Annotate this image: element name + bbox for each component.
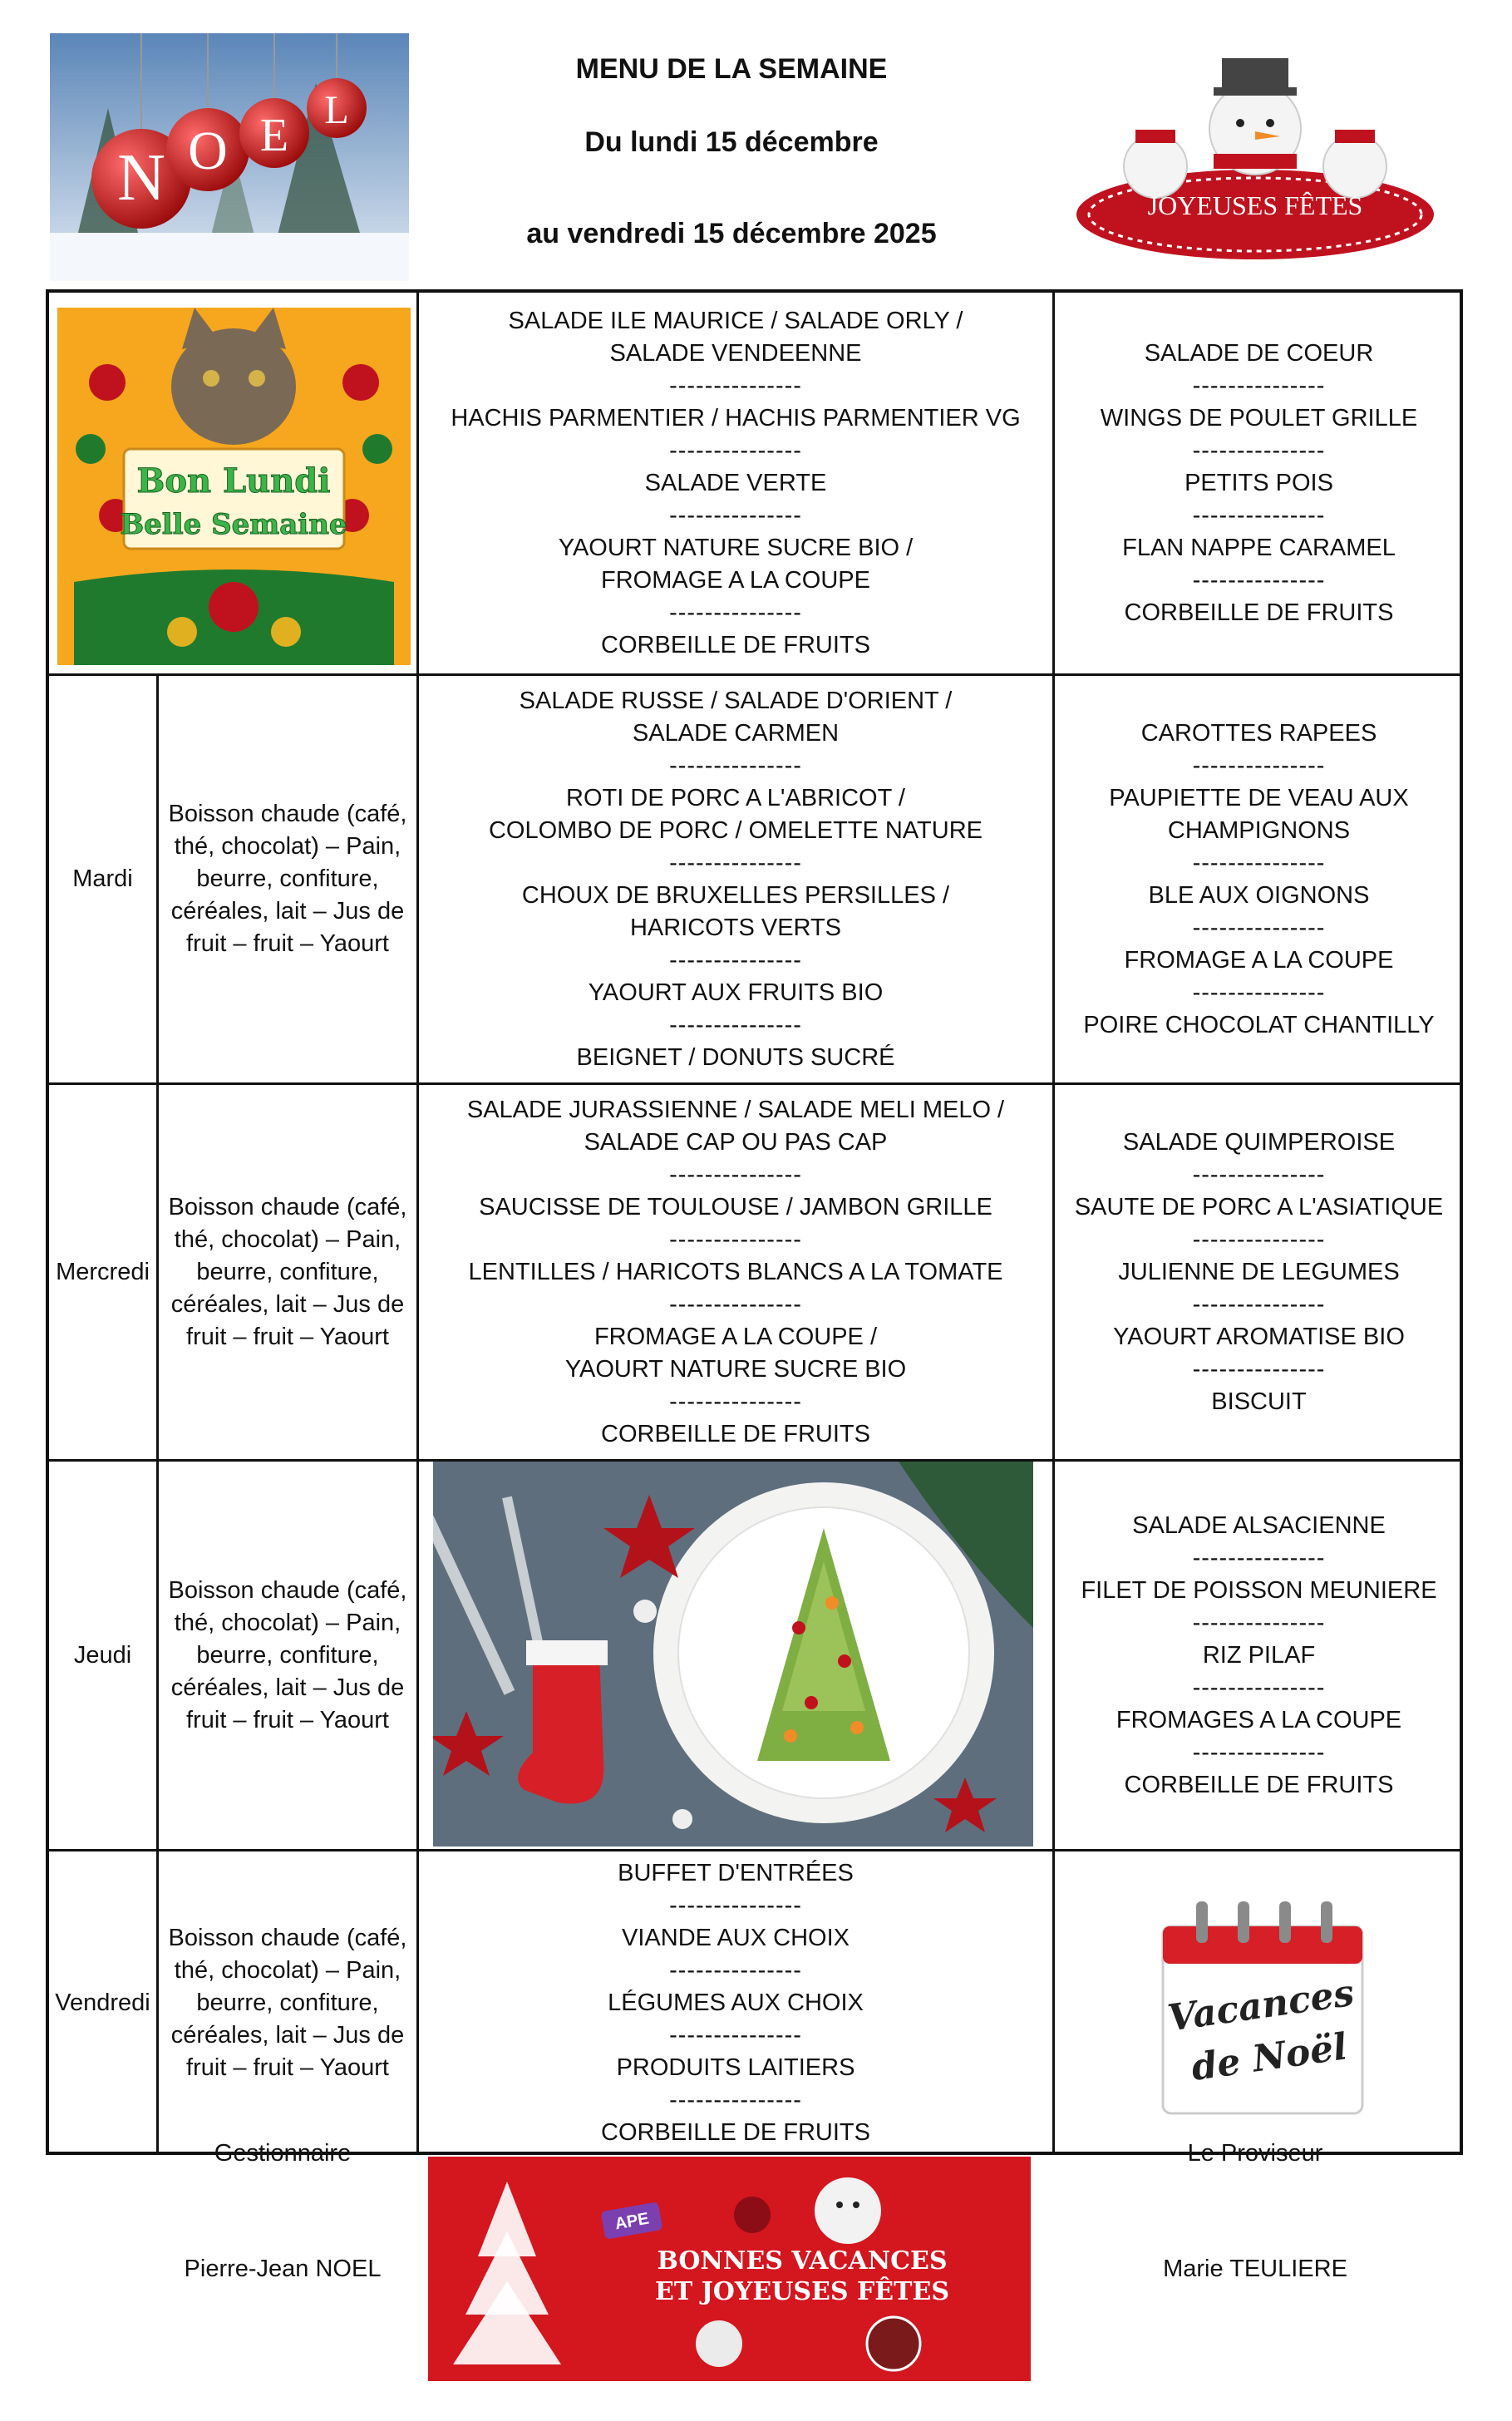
bonnes-vacances-banner <box>428 2157 1031 2381</box>
proviseur-role: Le Proviseur <box>1187 2140 1323 2167</box>
menu-item: SALADE RUSSE / SALADE D'ORIENT / SALADE CARMEN <box>519 687 953 747</box>
menu-item: SAUTE DE PORC A L'ASIATIQUE <box>1074 1193 1444 1220</box>
separator: --------------- <box>1192 436 1326 464</box>
separator: --------------- <box>669 849 802 876</box>
separator: --------------- <box>669 436 802 464</box>
separator: --------------- <box>1192 501 1326 529</box>
page-title: MENU DE LA SEMAINE <box>575 53 888 85</box>
dinner-lundi <box>1055 293 1463 673</box>
breakfast-mercredi: Boisson chaude (café, thé, chocolat) – Pain, beurre, confiture, céréales, lait – Jus de fruit – fruit – Yaourt <box>168 1193 407 1350</box>
menu-item: YAOURT AUX FRUITS BIO <box>588 979 884 1006</box>
menu-item: BEIGNET / DONUTS SUCRÉ <box>576 1043 895 1071</box>
dinner-mardi <box>1055 676 1463 1082</box>
banner-line2: ET JOYEUSES FÊTES <box>654 2277 950 2306</box>
menu-table <box>46 289 1463 2155</box>
day-mardi: Mardi <box>72 865 133 892</box>
menu-item: YAOURT NATURE SUCRE BIO / FROMAGE A LA COUPE <box>558 534 914 594</box>
lunch-vendredi <box>419 1851 1052 2155</box>
menu-item: CORBEILLE DE FRUITS <box>1124 599 1394 626</box>
menu-item: CORBEILLE DE FRUITS <box>1124 1771 1394 1798</box>
menu-item: SALADE ILE MAURICE / SALADE ORLY / SALADE VENDEENNE <box>508 307 963 367</box>
menu-item: SALADE VERTE <box>644 469 827 496</box>
separator: --------------- <box>669 1957 802 1984</box>
lunch-mercredi <box>419 1085 1052 1459</box>
bon-lundi-text: Bon Lundi <box>136 461 331 500</box>
menu-item: PETITS POIS <box>1184 469 1333 496</box>
separator: --------------- <box>669 2022 802 2049</box>
bon-lundi-image <box>57 308 411 665</box>
separator: --------------- <box>669 501 802 529</box>
separator: --------------- <box>1192 1290 1326 1318</box>
proviseur-name: Marie TEULIERE <box>1163 2256 1347 2282</box>
menu-item: ROTI DE PORC A L'ABRICOT / COLOMBO DE PORC / OMELETTE NATURE <box>488 784 983 844</box>
breakfast-mardi: Boisson chaude (café, thé, chocolat) – Pain, beurre, confiture, céréales, lait – Jus de fruit – fruit – Yaourt <box>168 801 407 957</box>
noel-image <box>50 33 409 281</box>
vacances-calendar-image <box>1138 1885 1387 2126</box>
svg-text:L: L <box>324 88 349 132</box>
separator: --------------- <box>669 1225 802 1253</box>
menu-item: WINGS DE POULET GRILLE <box>1100 404 1418 431</box>
separator: --------------- <box>669 1011 802 1038</box>
menu-item: BISCUIT <box>1211 1388 1307 1415</box>
breakfast-vendredi: Boisson chaude (café, thé, chocolat) – Pain, beurre, confiture, céréales, lait – Jus de fruit – fruit – Yaourt <box>168 1925 407 2081</box>
separator: --------------- <box>1192 752 1326 779</box>
separator: --------------- <box>1192 1225 1326 1253</box>
svg-text:N: N <box>117 141 165 214</box>
menu-item: RIZ PILAF <box>1202 1641 1316 1669</box>
menu-item: FROMAGE A LA COUPE <box>1124 946 1394 974</box>
day-jeudi: Jeudi <box>73 1641 132 1669</box>
separator: --------------- <box>669 1290 802 1318</box>
separator: --------------- <box>669 372 802 399</box>
menu-item: POIRE CHOCOLAT CHANTILLY <box>1083 1011 1435 1038</box>
separator: --------------- <box>669 599 802 626</box>
separator: --------------- <box>1192 849 1326 876</box>
lunch-lundi <box>419 293 1052 673</box>
menu-item: SALADE ALSACIENNE <box>1132 1511 1386 1539</box>
gestionnaire-role: Gestionnaire <box>214 2140 352 2167</box>
menu-item: BLE AUX OIGNONS <box>1148 881 1370 909</box>
menu-item: HACHIS PARMENTIER / HACHIS PARMENTIER VG <box>451 404 1021 431</box>
separator: --------------- <box>669 1161 802 1188</box>
date-from: Du lundi 15 décembre <box>584 126 879 158</box>
separator: --------------- <box>1192 1609 1326 1636</box>
separator: --------------- <box>1192 1544 1326 1571</box>
menu-item: SALADE JURASSIENNE / SALADE MELI MELO / SALADE CAP OU PAS CAP <box>466 1096 1005 1156</box>
separator: --------------- <box>669 752 802 779</box>
menu-item: CAROTTES RAPEES <box>1140 719 1377 747</box>
joyeuses-fetes-image <box>1072 50 1438 266</box>
separator: --------------- <box>1192 1355 1326 1383</box>
separator: --------------- <box>1192 566 1326 594</box>
dinner-jeudi <box>1055 1462 1463 1849</box>
menu-item: FROMAGES A LA COUPE <box>1116 1706 1402 1733</box>
separator: --------------- <box>669 946 802 974</box>
menu-item: BUFFET D'ENTRÉES <box>618 1860 854 1886</box>
menu-item: FLAN NAPPE CARAMEL <box>1122 534 1396 561</box>
breakfast-jeudi: Boisson chaude (café, thé, chocolat) – Pain, beurre, confiture, céréales, lait – Jus de fruit – fruit – Yaourt <box>168 1576 407 1733</box>
menu-item: LÉGUMES AUX CHOIX <box>608 1990 864 2016</box>
date-to: au vendredi 15 décembre 2025 <box>526 218 937 249</box>
separator: --------------- <box>1192 1161 1326 1188</box>
separator: --------------- <box>1192 1674 1326 1701</box>
day-vendredi: Vendredi <box>55 1990 150 2016</box>
separator: --------------- <box>669 2087 802 2113</box>
svg-text:O: O <box>188 121 228 181</box>
menu-item: FILET DE POISSON MEUNIERE <box>1081 1576 1437 1604</box>
menu-item: CORBEILLE DE FRUITS <box>601 2119 870 2146</box>
gestionnaire-name: Pierre-Jean NOEL <box>184 2256 382 2282</box>
separator: --------------- <box>669 1388 802 1415</box>
menu-item: JULIENNE DE LEGUMES <box>1118 1258 1400 1285</box>
lunch-mardi <box>419 676 1052 1082</box>
menu-item: FROMAGE A LA COUPE / YAOURT NATURE SUCRE BIO <box>564 1323 907 1383</box>
menu-item: SAUCISSE DE TOULOUSE / JAMBON GRILLE <box>479 1193 992 1220</box>
menu-item: SALADE DE COEUR <box>1144 339 1374 367</box>
dinner-mercredi <box>1055 1085 1463 1459</box>
menu-item: PAUPIETTE DE VEAU AUX CHAMPIGNONS <box>1109 784 1409 844</box>
de-noel-text: de Noël <box>1189 2025 1350 2090</box>
separator: --------------- <box>669 1892 802 1919</box>
separator: --------------- <box>1192 979 1326 1006</box>
banner-line1: BONNES VACANCES <box>657 2246 948 2276</box>
svg-text:E: E <box>259 110 289 161</box>
menu-item: VIANDE AUX CHOIX <box>622 1925 850 1951</box>
separator: --------------- <box>1192 1738 1326 1766</box>
christmas-plate-image <box>433 1462 1033 1847</box>
banner-badge: APE <box>613 2209 651 2234</box>
menu-item: CORBEILLE DE FRUITS <box>601 1420 870 1447</box>
menu-item: SALADE QUIMPEROISE <box>1122 1128 1396 1156</box>
joyeuses-fetes-text: JOYEUSES FÊTES <box>1147 190 1363 220</box>
separator: --------------- <box>1192 372 1326 399</box>
menu-item: CHOUX DE BRUXELLES PERSILLES / HARICOTS VERTS <box>521 881 950 941</box>
menu-item: PRODUITS LAITIERS <box>616 2054 855 2081</box>
day-mercredi: Mercredi <box>56 1258 150 1285</box>
menu-item: YAOURT AROMATISE BIO <box>1113 1323 1405 1350</box>
menu-item: LENTILLES / HARICOTS BLANCS A LA TOMATE <box>468 1258 1003 1285</box>
belle-semaine-text: Belle Semaine <box>120 508 347 541</box>
menu-item: CORBEILLE DE FRUITS <box>601 631 870 658</box>
separator: --------------- <box>1192 914 1326 941</box>
vacances-text: Vacances <box>1165 1971 1357 2040</box>
